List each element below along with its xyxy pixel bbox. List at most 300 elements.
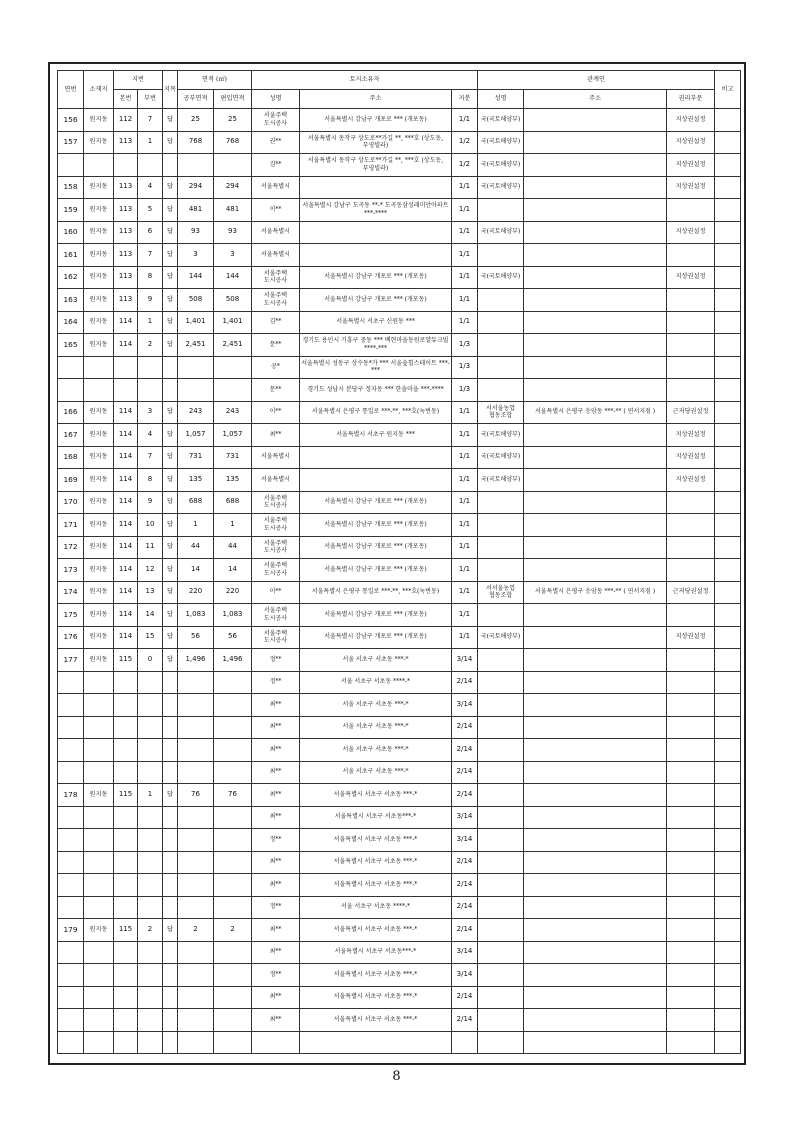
party-name-cell <box>478 941 524 964</box>
main-number-cell: 114 <box>114 311 138 334</box>
sub-number-cell: 1 <box>138 131 163 154</box>
registered-area-cell <box>178 379 214 402</box>
owner-name-cell: 최** <box>252 761 300 784</box>
serial-cell <box>58 1031 84 1054</box>
party-address-cell <box>524 559 667 582</box>
rights-cell <box>667 851 715 874</box>
party-address-cell <box>524 851 667 874</box>
col-header-rights: 권리부문 <box>667 90 715 109</box>
registered-area-cell: 25 <box>178 109 214 132</box>
owner-name-cell: 서울특별시 <box>252 176 300 199</box>
col-header-serial: 연번 <box>58 71 84 109</box>
registered-area-cell: 76 <box>178 784 214 807</box>
party-address-cell <box>524 896 667 919</box>
registered-area-cell: 1,057 <box>178 424 214 447</box>
party-name-cell <box>478 919 524 942</box>
share-cell: 3/14 <box>452 694 478 717</box>
registered-area-cell <box>178 716 214 739</box>
share-cell: 1/1 <box>452 424 478 447</box>
location-cell <box>84 806 114 829</box>
party-name-cell <box>478 199 524 222</box>
remarks-cell <box>715 469 741 492</box>
remarks-cell <box>715 896 741 919</box>
sub-number-cell: 11 <box>138 536 163 559</box>
owner-name-cell: 공* <box>252 356 300 379</box>
rights-cell <box>667 1009 715 1032</box>
party-address-cell <box>524 491 667 514</box>
remarks-cell <box>715 806 741 829</box>
remarks-cell <box>715 536 741 559</box>
remarks-cell <box>715 761 741 784</box>
serial-cell <box>58 1009 84 1032</box>
table-row <box>58 964 741 987</box>
sub-number-cell <box>138 716 163 739</box>
owner-address-cell: 서울특별시 서초구 서초동***-* <box>300 806 452 829</box>
share-cell: 1/1 <box>452 626 478 649</box>
owner-address-cell: 경기도 용인시 기흥구 중동 *** 백현마을동원로얄듀크빌 ****-*** <box>300 334 452 357</box>
sub-number-cell: 7 <box>138 244 163 267</box>
share-cell: 2/14 <box>452 919 478 942</box>
main-number-cell: 114 <box>114 424 138 447</box>
serial-cell: 177 <box>58 649 84 672</box>
share-cell: 1/3 <box>452 379 478 402</box>
sub-number-cell <box>138 671 163 694</box>
table-row <box>58 649 741 672</box>
owner-address-cell: 서울특별시 서초구 서초동 ***-* <box>300 874 452 897</box>
table-row <box>58 311 741 334</box>
incorporated-area-cell <box>214 851 252 874</box>
share-cell: 1/1 <box>452 401 478 424</box>
rights-cell <box>667 694 715 717</box>
table-row <box>58 559 741 582</box>
owner-address-cell: 서울특별시 서초구 서초동***-* <box>300 941 452 964</box>
serial-cell: 171 <box>58 514 84 537</box>
owner-name-cell: 서울주택 도시공사 <box>252 559 300 582</box>
land-category-cell: 답 <box>163 109 178 132</box>
sub-number-cell <box>138 379 163 402</box>
owner-name-cell: 최** <box>252 806 300 829</box>
owner-address-cell: 서울특별시 강남구 개포로 *** (개포동) <box>300 604 452 627</box>
sub-number-cell <box>138 739 163 762</box>
location-cell: 원지동 <box>84 649 114 672</box>
col-header-remarks: 비고 <box>715 71 741 109</box>
land-category-cell: 답 <box>163 131 178 154</box>
party-name-cell <box>478 986 524 1009</box>
party-name-cell: 국(국토해양부) <box>478 446 524 469</box>
party-name-cell: 국(국토해양부) <box>478 626 524 649</box>
share-cell: 1/1 <box>452 289 478 312</box>
main-number-cell <box>114 1031 138 1054</box>
rights-cell <box>667 379 715 402</box>
owner-name-cell: 최** <box>252 851 300 874</box>
party-name-cell <box>478 536 524 559</box>
land-category-cell: 답 <box>163 784 178 807</box>
party-address-cell: 서울특별시 은평구 응암동 ***-** ( 연서지점 ) <box>524 581 667 604</box>
land-category-cell <box>163 941 178 964</box>
land-category-cell: 답 <box>163 469 178 492</box>
table-row <box>58 716 741 739</box>
table-row <box>58 919 741 942</box>
party-address-cell <box>524 379 667 402</box>
party-address-cell <box>524 1031 667 1054</box>
location-cell: 원지동 <box>84 334 114 357</box>
owner-address-cell: 서울특별시 강남구 개포로 *** (개포동) <box>300 536 452 559</box>
party-address-cell <box>524 716 667 739</box>
serial-cell: 173 <box>58 559 84 582</box>
party-address-cell <box>524 289 667 312</box>
registered-area-cell <box>178 941 214 964</box>
incorporated-area-cell <box>214 986 252 1009</box>
sub-number-cell <box>138 761 163 784</box>
remarks-cell <box>715 1009 741 1032</box>
owner-name-cell <box>252 1031 300 1054</box>
land-category-cell: 답 <box>163 536 178 559</box>
owner-address-cell: 서울 서초구 서초동 ***-* <box>300 649 452 672</box>
serial-cell: 178 <box>58 784 84 807</box>
remarks-cell <box>715 514 741 537</box>
main-number-cell <box>114 716 138 739</box>
share-cell: 3/14 <box>452 964 478 987</box>
party-name-cell <box>478 311 524 334</box>
party-name-cell <box>478 1009 524 1032</box>
owner-name-cell: 문** <box>252 334 300 357</box>
main-number-cell: 114 <box>114 514 138 537</box>
share-cell: 1/1 <box>452 604 478 627</box>
main-number-cell: 115 <box>114 649 138 672</box>
party-name-cell <box>478 244 524 267</box>
remarks-cell <box>715 379 741 402</box>
land-category-cell <box>163 739 178 762</box>
remarks-cell <box>715 491 741 514</box>
party-address-cell <box>524 199 667 222</box>
incorporated-area-cell <box>214 716 252 739</box>
incorporated-area-cell <box>214 896 252 919</box>
serial-cell: 176 <box>58 626 84 649</box>
rights-cell <box>667 604 715 627</box>
remarks-cell <box>715 401 741 424</box>
share-cell: 1/1 <box>452 514 478 537</box>
owner-name-cell: 문** <box>252 379 300 402</box>
rights-cell: 지상권설정 <box>667 109 715 132</box>
party-name-cell <box>478 694 524 717</box>
serial-cell: 156 <box>58 109 84 132</box>
land-category-cell: 답 <box>163 581 178 604</box>
rights-cell: 근저당권설정 <box>667 581 715 604</box>
table-row <box>58 424 741 447</box>
remarks-cell <box>715 649 741 672</box>
owner-name-cell: 권** <box>252 131 300 154</box>
table-row <box>58 806 741 829</box>
registered-area-cell: 14 <box>178 559 214 582</box>
main-number-cell <box>114 964 138 987</box>
owner-address-cell: 서울특별시 서초구 서초동 ***-* <box>300 919 452 942</box>
party-address-cell <box>524 761 667 784</box>
col-header-sub-number: 부번 <box>138 90 163 109</box>
registered-area-cell: 1,496 <box>178 649 214 672</box>
remarks-cell <box>715 874 741 897</box>
land-category-cell <box>163 671 178 694</box>
main-number-cell <box>114 851 138 874</box>
table-row <box>58 379 741 402</box>
share-cell: 2/14 <box>452 784 478 807</box>
registered-area-cell <box>178 356 214 379</box>
party-address-cell <box>524 919 667 942</box>
location-cell: 원지동 <box>84 176 114 199</box>
land-category-cell: 답 <box>163 559 178 582</box>
main-number-cell: 114 <box>114 626 138 649</box>
incorporated-area-cell <box>214 154 252 177</box>
rights-cell <box>667 829 715 852</box>
remarks-cell <box>715 266 741 289</box>
main-number-cell: 114 <box>114 446 138 469</box>
sub-number-cell: 7 <box>138 446 163 469</box>
party-name-cell <box>478 716 524 739</box>
owner-name-cell: 서울주택 도시공사 <box>252 604 300 627</box>
owner-name-cell: 정** <box>252 896 300 919</box>
serial-cell: 157 <box>58 131 84 154</box>
owner-name-cell: 서울주택 도시공사 <box>252 514 300 537</box>
incorporated-area-cell: 2 <box>214 919 252 942</box>
rights-cell <box>667 649 715 672</box>
main-number-cell: 113 <box>114 289 138 312</box>
owner-address-cell: 서울특별시 은평구 통일로 ***-**, ***호(녹번동) <box>300 401 452 424</box>
share-cell: 1/3 <box>452 356 478 379</box>
owner-address-cell: 서울특별시 서초구 서초동 ***-* <box>300 986 452 1009</box>
main-number-cell: 114 <box>114 559 138 582</box>
incorporated-area-cell: 2,451 <box>214 334 252 357</box>
party-address-cell <box>524 986 667 1009</box>
remarks-cell <box>715 851 741 874</box>
rights-cell <box>667 919 715 942</box>
remarks-cell <box>715 356 741 379</box>
owner-name-cell: 서울주택 도시공사 <box>252 266 300 289</box>
main-number-cell: 114 <box>114 469 138 492</box>
sub-number-cell: 15 <box>138 626 163 649</box>
serial-cell <box>58 986 84 1009</box>
land-category-cell: 답 <box>163 604 178 627</box>
remarks-cell <box>715 1031 741 1054</box>
location-cell: 원지동 <box>84 199 114 222</box>
land-category-cell: 답 <box>163 176 178 199</box>
table-row <box>58 244 741 267</box>
serial-cell: 172 <box>58 536 84 559</box>
location-cell: 원지동 <box>84 559 114 582</box>
sub-number-cell <box>138 806 163 829</box>
incorporated-area-cell: 56 <box>214 626 252 649</box>
share-cell: 3/14 <box>452 829 478 852</box>
party-name-cell <box>478 739 524 762</box>
main-number-cell: 114 <box>114 334 138 357</box>
col-header-area: 면적 (㎡) <box>178 71 252 90</box>
share-cell: 1/1 <box>452 491 478 514</box>
party-address-cell <box>524 244 667 267</box>
rights-cell <box>667 784 715 807</box>
party-address-cell <box>524 829 667 852</box>
party-name-cell <box>478 604 524 627</box>
owner-address-cell: 서울특별시 서초구 서초동 ***-* <box>300 829 452 852</box>
main-number-cell <box>114 1009 138 1032</box>
registered-area-cell: 2 <box>178 919 214 942</box>
incorporated-area-cell: 1,401 <box>214 311 252 334</box>
incorporated-area-cell <box>214 379 252 402</box>
location-cell <box>84 1031 114 1054</box>
location-cell <box>84 1009 114 1032</box>
table-row <box>58 986 741 1009</box>
land-category-cell: 답 <box>163 626 178 649</box>
col-header-share: 지분 <box>452 90 478 109</box>
sub-number-cell <box>138 829 163 852</box>
location-cell <box>84 829 114 852</box>
land-category-cell <box>163 874 178 897</box>
incorporated-area-cell <box>214 739 252 762</box>
incorporated-area-cell: 688 <box>214 491 252 514</box>
party-name-cell <box>478 896 524 919</box>
location-cell: 원지동 <box>84 469 114 492</box>
rights-cell: 지상권설정 <box>667 424 715 447</box>
sub-number-cell: 5 <box>138 199 163 222</box>
registered-area-cell <box>178 1031 214 1054</box>
party-address-cell <box>524 266 667 289</box>
main-number-cell: 114 <box>114 491 138 514</box>
registered-area-cell <box>178 694 214 717</box>
owner-name-cell: 김** <box>252 311 300 334</box>
main-number-cell: 113 <box>114 176 138 199</box>
party-name-cell <box>478 806 524 829</box>
rights-cell <box>667 559 715 582</box>
incorporated-area-cell: 294 <box>214 176 252 199</box>
owner-name-cell: 최** <box>252 784 300 807</box>
land-category-cell: 답 <box>163 199 178 222</box>
sub-number-cell <box>138 694 163 717</box>
owner-name-cell: 최** <box>252 919 300 942</box>
table-row <box>58 109 741 132</box>
incorporated-area-cell: 1,496 <box>214 649 252 672</box>
remarks-cell <box>715 626 741 649</box>
incorporated-area-cell: 768 <box>214 131 252 154</box>
remarks-cell <box>715 244 741 267</box>
incorporated-area-cell: 1,057 <box>214 424 252 447</box>
owner-address-cell <box>300 469 452 492</box>
rights-cell <box>667 199 715 222</box>
incorporated-area-cell <box>214 941 252 964</box>
owner-address-cell: 서울특별시 강남구 개포로 *** (개포동) <box>300 266 452 289</box>
registered-area-cell <box>178 154 214 177</box>
owner-name-cell: 최** <box>252 694 300 717</box>
owner-address-cell: 서울 서초구 서초동 ***-* <box>300 761 452 784</box>
rights-cell: 근저당권설정 <box>667 401 715 424</box>
party-name-cell <box>478 1031 524 1054</box>
owner-name-cell: 정** <box>252 649 300 672</box>
serial-cell <box>58 896 84 919</box>
share-cell: 1/1 <box>452 109 478 132</box>
owner-name-cell: 정** <box>252 671 300 694</box>
location-cell: 원지동 <box>84 536 114 559</box>
table-row <box>58 604 741 627</box>
remarks-cell <box>715 581 741 604</box>
land-category-cell <box>163 154 178 177</box>
col-header-interested-party: 관계인 <box>478 71 715 90</box>
share-cell <box>452 1031 478 1054</box>
remarks-cell <box>715 221 741 244</box>
serial-cell: 168 <box>58 446 84 469</box>
incorporated-area-cell <box>214 356 252 379</box>
main-number-cell <box>114 356 138 379</box>
land-category-cell: 답 <box>163 221 178 244</box>
sub-number-cell <box>138 964 163 987</box>
location-cell <box>84 986 114 1009</box>
party-name-cell: 국(국토해양부) <box>478 109 524 132</box>
party-address-cell <box>524 739 667 762</box>
table-row <box>58 671 741 694</box>
remarks-cell <box>715 311 741 334</box>
owner-address-cell: 서울 서초구 서초동 ****-* <box>300 671 452 694</box>
rights-cell <box>667 806 715 829</box>
registered-area-cell: 144 <box>178 266 214 289</box>
owner-address-cell: 서울 서초구 서초동 ***-* <box>300 716 452 739</box>
owner-address-cell: 서울특별시 강남구 도곡동 **-* 도곡동삼성래미안아파트 ***-**** <box>300 199 452 222</box>
incorporated-area-cell <box>214 1031 252 1054</box>
sub-number-cell: 4 <box>138 176 163 199</box>
land-category-cell: 답 <box>163 311 178 334</box>
incorporated-area-cell: 44 <box>214 536 252 559</box>
registered-area-cell <box>178 896 214 919</box>
serial-cell <box>58 154 84 177</box>
land-category-cell: 답 <box>163 446 178 469</box>
owner-address-cell: 서울특별시 서초구 서초동 ***-* <box>300 784 452 807</box>
land-category-cell <box>163 716 178 739</box>
incorporated-area-cell <box>214 806 252 829</box>
party-name-cell: 국(국토해양부) <box>478 221 524 244</box>
land-category-cell: 답 <box>163 266 178 289</box>
table-row <box>58 1009 741 1032</box>
remarks-cell <box>715 739 741 762</box>
owner-address-cell: 서울특별시 강남구 개포로 *** (개포동) <box>300 626 452 649</box>
col-header-party-name: 성명 <box>478 90 524 109</box>
party-address-cell <box>524 109 667 132</box>
party-name-cell: 국(국토해양부) <box>478 154 524 177</box>
owner-address-cell: 서울특별시 강남구 개포로 *** (개포동) <box>300 491 452 514</box>
land-category-cell <box>163 1009 178 1032</box>
location-cell <box>84 154 114 177</box>
main-number-cell: 114 <box>114 581 138 604</box>
sub-number-cell <box>138 896 163 919</box>
land-owner-table <box>57 70 741 1054</box>
main-number-cell <box>114 829 138 852</box>
incorporated-area-cell <box>214 761 252 784</box>
share-cell: 3/14 <box>452 941 478 964</box>
incorporated-area-cell: 3 <box>214 244 252 267</box>
table-row <box>58 266 741 289</box>
registered-area-cell: 1,401 <box>178 311 214 334</box>
sub-number-cell: 10 <box>138 514 163 537</box>
land-category-cell <box>163 986 178 1009</box>
main-number-cell <box>114 379 138 402</box>
party-name-cell <box>478 851 524 874</box>
serial-cell: 162 <box>58 266 84 289</box>
sub-number-cell: 8 <box>138 469 163 492</box>
owner-address-cell: 서울특별시 강남구 개포로 *** (개포동) <box>300 559 452 582</box>
owner-name-cell: 최** <box>252 874 300 897</box>
owner-name-cell: 최** <box>252 739 300 762</box>
incorporated-area-cell: 481 <box>214 199 252 222</box>
table-row <box>58 1031 741 1054</box>
location-cell: 원지동 <box>84 491 114 514</box>
registered-area-cell: 3 <box>178 244 214 267</box>
remarks-cell <box>715 604 741 627</box>
share-cell: 1/1 <box>452 469 478 492</box>
location-cell: 원지동 <box>84 109 114 132</box>
table-row <box>58 694 741 717</box>
